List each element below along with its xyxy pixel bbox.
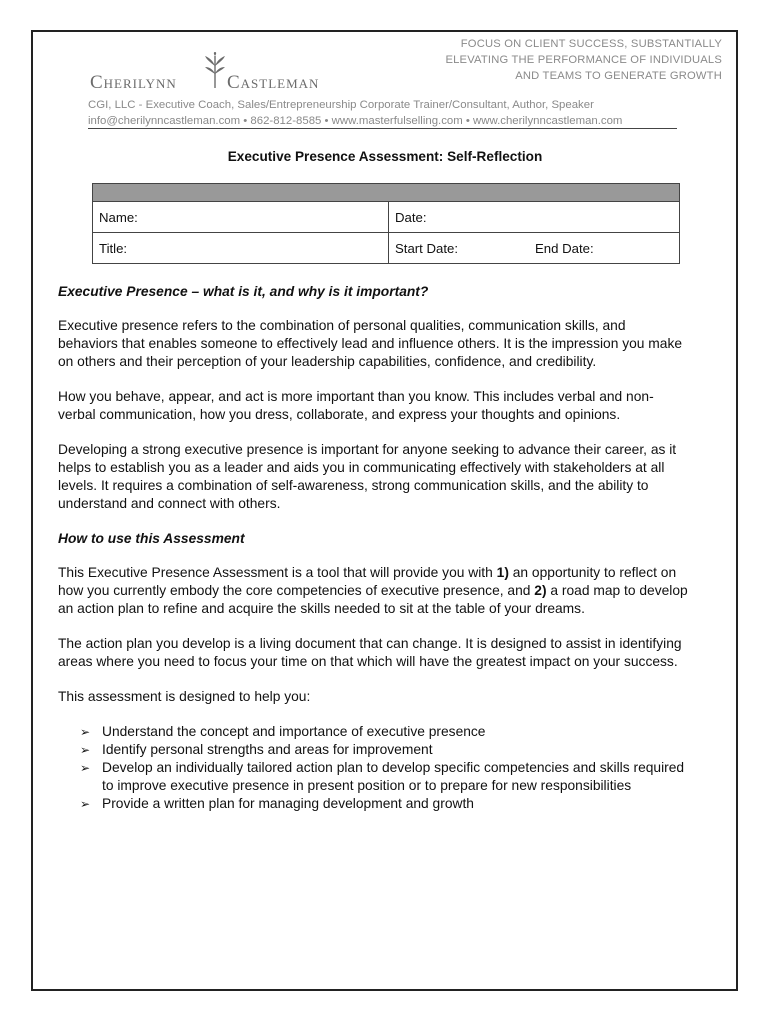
document-title: Executive Presence Assessment: Self-Reflection <box>227 149 543 164</box>
text-run: an opportunity to reflect on how you currently embody the core competencies of executive presence, and <box>58 565 677 598</box>
paragraph: This assessment is designed to help you: <box>58 689 311 704</box>
paragraph <box>58 564 688 618</box>
end-date-field[interactable]: End Date: <box>535 241 594 256</box>
arrow-bullet-icon: ➢ <box>80 797 91 811</box>
tagline <box>402 36 722 84</box>
text-run: a road map to develop an action plan to refine and acquire the skills needed to sit at the table of your dreams. <box>58 583 688 616</box>
date-field[interactable]: Date: <box>395 210 427 225</box>
list-item <box>80 741 688 759</box>
info-form-table <box>92 183 680 264</box>
arrow-bullet-icon: ➢ <box>80 743 91 757</box>
header-divider <box>88 128 677 129</box>
plant-logo-icon <box>202 52 228 92</box>
section-heading: How to use this Assessment <box>58 531 245 546</box>
list-item-text: Understand the concept and importance of executive presence <box>102 724 486 739</box>
tagline-line: AND TEAMS TO GENERATE GROWTH <box>515 70 722 82</box>
paragraph: Executive presence refers to the combination of personal qualities, communication skills, and behaviors that enables someone to effectively lead and influence others. It is the impression you make on others and their perception of your leadership capabilities, confidence, and credibility. <box>58 318 683 369</box>
table-row <box>93 232 679 264</box>
list-item-text: Provide a written plan for managing development and growth <box>102 796 474 811</box>
list-item-text: Identify personal strengths and areas for improvement <box>102 742 433 757</box>
logo-text-cherilynn: Cherilynn <box>90 72 177 93</box>
list-item-text: Develop an individually tailored action plan to develop specific competencies and skills required to improve executive presence in present position or to prepare for new responsibilities <box>102 760 685 793</box>
document-body <box>58 283 688 813</box>
title-field[interactable]: Title: <box>93 233 389 264</box>
text-run: This Executive Presence Assessment is a tool that will provide you with <box>58 565 497 580</box>
start-date-field[interactable]: Start Date: <box>395 241 459 256</box>
list-item <box>80 759 688 795</box>
bullet-list <box>58 723 688 813</box>
tagline-line: FOCUS ON CLIENT SUCCESS, SUBSTANTIALLY <box>460 38 722 50</box>
section-heading: Executive Presence – what is it, and why is it important? <box>58 284 429 299</box>
arrow-bullet-icon: ➢ <box>80 761 91 775</box>
paragraph: The action plan you develop is a living document that can change. It is designed to assist in identifying areas where you need to focus your time on that which will have the greatest impact on your success. <box>58 636 682 669</box>
table-row <box>93 201 679 233</box>
text-run-bold: 2) <box>534 583 547 598</box>
name-field[interactable]: Name: <box>93 202 389 233</box>
paragraph: How you behave, appear, and act is more important than you know. This includes verbal and non-verbal communication, how you dress, collaborate, and express your thoughts and opinions. <box>58 389 654 422</box>
text-run-bold: 1) <box>496 565 509 580</box>
arrow-bullet-icon: ➢ <box>80 725 91 739</box>
contact-info <box>88 97 680 129</box>
info-table-header-bar <box>93 184 679 201</box>
paragraph: Developing a strong executive presence is important for anyone seeking to advance their career, as it helps to establish you as a leader and aids you in communicating effectively with stakeholders at all levels. It requires a combination of self-awareness, strong communication skills, and the ability to understand and connect with others. <box>58 442 677 511</box>
contact-line: info@cherilynncastleman.com • 862-812-8585 • www.masterfulselling.com • www.cherilynncastleman.com <box>88 115 623 127</box>
contact-line: CGI, LLC - Executive Coach, Sales/Entrepreneurship Corporate Trainer/Consultant, Author, Speaker <box>88 99 594 111</box>
list-item <box>80 795 688 813</box>
list-item <box>80 723 688 741</box>
logo-text-castleman: Castleman <box>227 72 320 93</box>
tagline-line: ELEVATING THE PERFORMANCE OF INDIVIDUALS <box>445 54 722 66</box>
